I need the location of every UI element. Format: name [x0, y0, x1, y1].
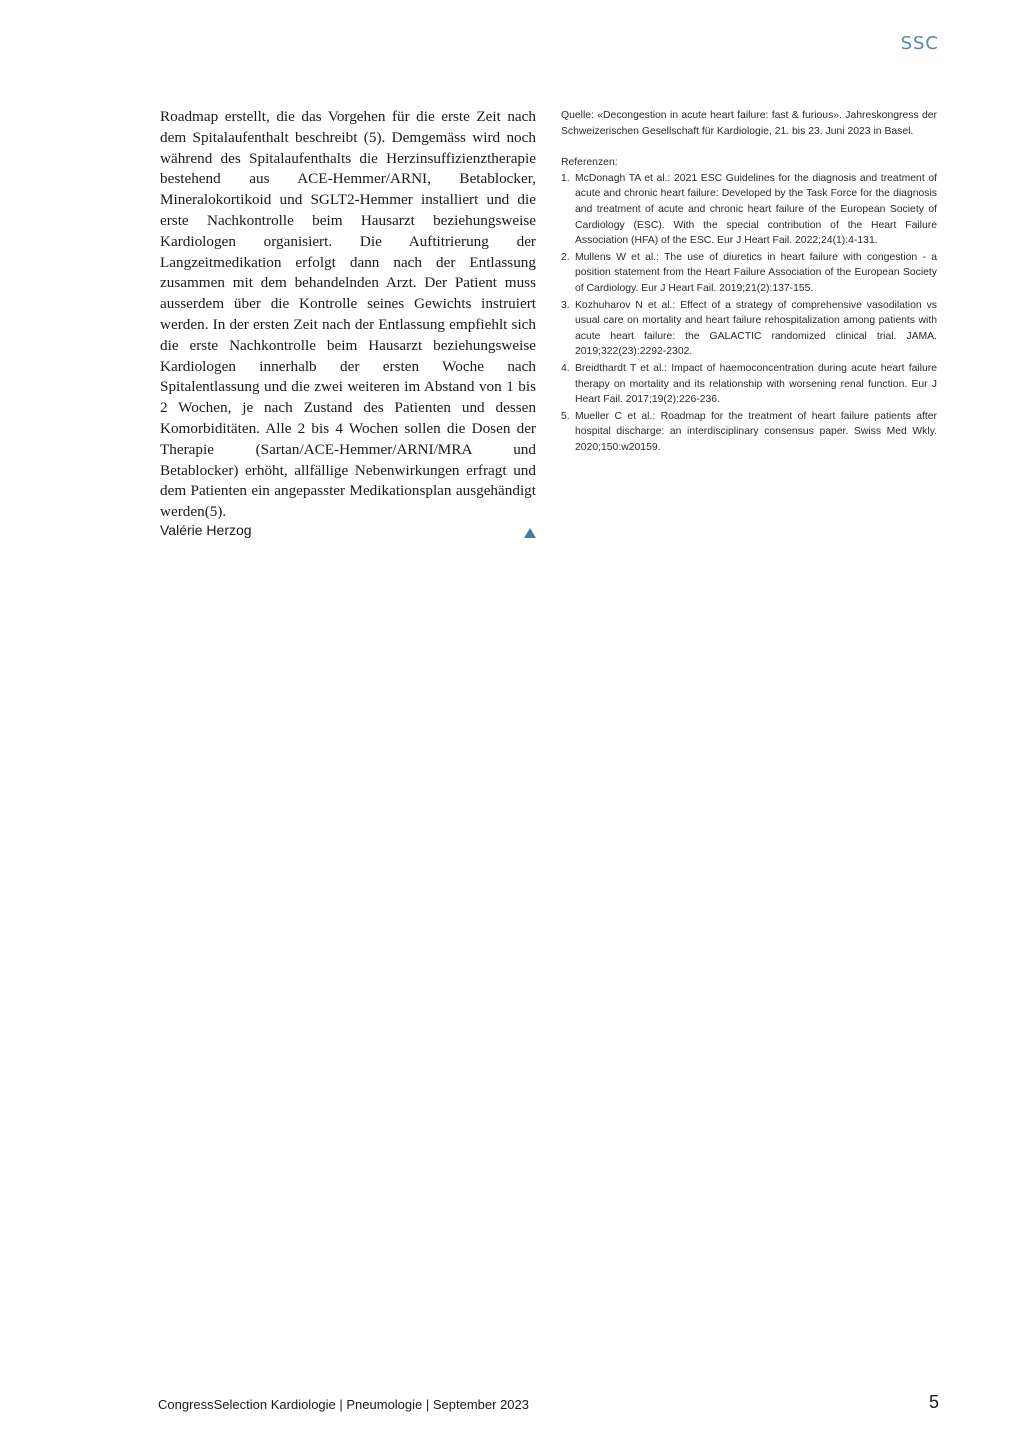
- reference-item: [561, 409, 937, 456]
- reference-number: 1.: [561, 172, 570, 184]
- reference-number: 2.: [561, 251, 570, 263]
- end-of-article-triangle-icon: [524, 528, 536, 538]
- reference-item: [561, 361, 937, 408]
- source-note: Quelle: «Decongestion in acute heart failure: fast & furious». Jahreskongress der Schweizerischen Gesellschaft für Kardiologie, 21. bis 23. Juni 2023 in Basel.: [561, 110, 937, 137]
- main-column: [160, 107, 536, 538]
- section-tag: SSC: [900, 33, 939, 54]
- author-name: Valérie Herzog: [160, 522, 252, 538]
- reference-item: [561, 298, 937, 360]
- reference-item: [561, 250, 937, 297]
- reference-number: 4.: [561, 362, 570, 374]
- reference-text: Mueller C et al.: Roadmap for the treatment of heart failure patients after hospital discharge: an interdisciplinary consensus paper. Swiss Med Wkly. 2020;150:w20159.: [575, 410, 937, 453]
- reference-text: Breidthardt T et al.: Impact of haemoconcentration during acute heart failure therapy on mortality and its relationship with worsening renal function. Eur J Heart Fail. 2017;19(2):226-236.: [575, 362, 937, 406]
- reference-number: 3.: [561, 299, 570, 311]
- reference-item: [561, 171, 937, 249]
- page-number: 5: [928, 1392, 939, 1412]
- reference-text: Kozhuharov N et al.: Effect of a strategy of comprehensive vasodilation vs usual care on mortality and heart failure rehospitalization among patients with acute heart failure: the GALACTIC randomized clinical trial. JAMA. 2019;322(23):2292-2302.: [575, 299, 937, 358]
- reference-text: Mullens W et al.: The use of diuretics in heart failure with congestion - a position statement from the Heart Failure Association of the European Society of Cardiology. Eur J Heart Fail. 2019;21(2):137-155.: [575, 251, 937, 294]
- sidebar-column: [561, 108, 937, 456]
- references-heading: Referenzen:: [561, 157, 618, 169]
- body-paragraph: Roadmap erstellt, die das Vorgehen für die erste Zeit nach dem Spitalaufenthalt beschreibt (5). Demgemäss wird noch während des Spitalaufenthalts die Herzinsuffizienztherapie bestehend aus ACE-Hemmer/ARNI, Betablocker, Mineralokortikoid und SGLT2-Hemmer installiert und die erste Nachkontrolle beim Hausarzt beziehungsweise Kardiologen organisiert. Die Auftitrierung der Langzeitmedikation erfolgt dann nach der Entlassung zusammen mit dem behandelnden Arzt. Der Patient muss ausserdem über die Kontrolle seines Gewichts instruiert werden. In der ersten Zeit nach der Entlassung empfiehlt sich die erste Nachkontrolle beim Hausarzt beziehungsweise Kardiologen innerhalb der ersten Woche nach Spitalentlassung und die zwei weiteren im Abstand von 1 bis 2 Wochen, je nach Zustand des Patienten und dessen Komorbiditäten. Alle 2 bis 4 Wochen sollen die Dosen der Therapie (Sartan/ACE-Hemmer/ARNI/MRA und Betablocker) erhöht, allfällige Nebenwirkungen erfragt und dem Patienten ein angepasster Medikationsplan ausgehändigt werden(5).: [160, 108, 536, 521]
- publication-footer: CongressSelection Kardiologie | Pneumologie | September 2023: [158, 1397, 529, 1412]
- reference-text: McDonagh TA et al.: 2021 ESC Guidelines for the diagnosis and treatment of acute and chronic heart failure: Developed by the Task Force for the diagnosis and treatment of acute and chronic heart failure of the European Society of Cardiology (ESC). With the special contribution of the Heart Failure Association (HFA) of the ESC. Eur J Heart Fail. 2022;24(1):4-131.: [575, 172, 937, 247]
- reference-number: 5.: [561, 410, 570, 422]
- references-list: [561, 171, 937, 456]
